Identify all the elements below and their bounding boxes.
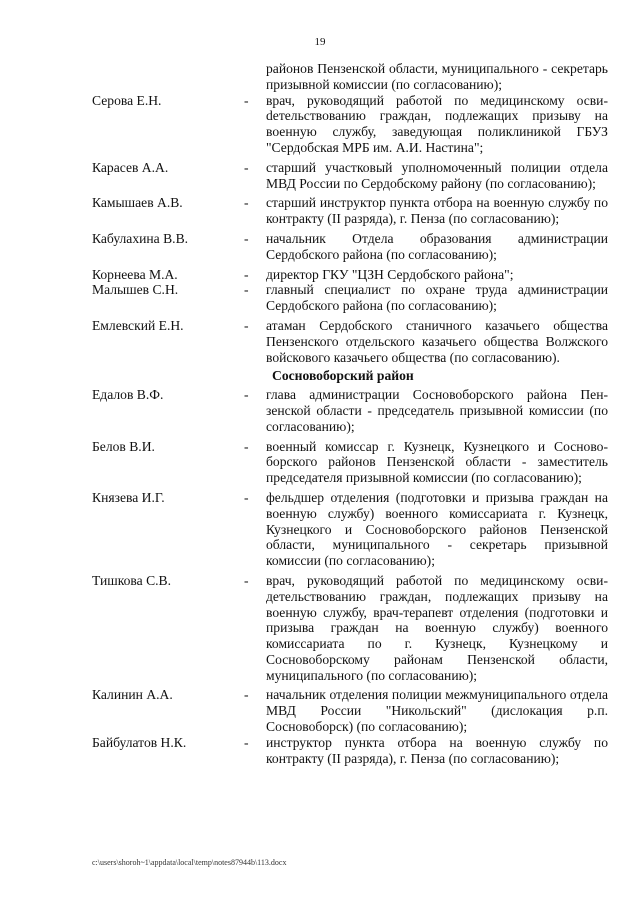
entry-malyshev <box>92 282 608 314</box>
page-number: 19 <box>314 36 326 48</box>
entry-dash: - <box>244 266 249 282</box>
entry-name: Калинин А.А. <box>92 687 173 703</box>
entry-name: Емлевский Е.Н. <box>92 317 184 333</box>
entry-belov <box>92 439 608 486</box>
entry-tishkova <box>92 573 608 684</box>
entry-name: Князева И.Г. <box>92 489 165 505</box>
entry-name: Серова Е.Н. <box>92 92 162 108</box>
entry-role: старший участковый уполномоченный полиции отдела МВД России по Сердобскому району (по согласованию); <box>266 159 608 191</box>
entry-role: врач, руководящий работой по медицинскому освиdетельствованию граждан, подлежащих призыву на военную службу, заведующая поликлиникой ГБУЗ "Сердобская МРБ им. А.И. Настина"; <box>266 92 608 155</box>
entry-kalinin <box>92 687 608 734</box>
entry-karasev <box>92 160 608 192</box>
entry-dash: - <box>244 317 249 333</box>
entry-knyazeva <box>92 490 608 569</box>
section-heading: Сосновоборский район <box>272 368 414 384</box>
entry-dash: - <box>244 572 249 588</box>
entry-emlevsky <box>92 318 608 365</box>
entry-dash: - <box>244 92 249 108</box>
footer-file-path: c:\users\shoroh~1\appdata\local\temp\notes87944b\113.docx <box>92 858 287 867</box>
entry-role: начальник отделения полиции межмуниципального отдела МВД России "Никольский" (дислокация р.п. Сосновоборск) (по согласованию); <box>266 687 608 735</box>
entry-kamyshaev <box>92 195 608 227</box>
entry-role: глава администрации Сосновоборского района Пензенской области - председатель призывной комиссии (по согласованию); <box>266 387 608 434</box>
entry-dash: - <box>244 195 249 211</box>
entry-edalov <box>92 387 608 434</box>
entry-name: Малышев С.Н. <box>92 282 179 298</box>
entry-name: Тишкова С.В. <box>92 572 172 588</box>
entry-name: Камышаев А.В. <box>92 195 183 211</box>
entry-name: Белов В.И. <box>92 438 155 454</box>
entry-role: старший инструктор пункта отбора на военную службу по контракту (II разряда), г. Пенза (по согласованию); <box>266 195 608 227</box>
entry-kabulakhina <box>92 231 608 263</box>
entry-name: Байбулатов Н.К. <box>92 734 187 750</box>
entry-name: Корнеева М.А. <box>92 266 178 282</box>
entry-role: районов Пензенской области, муниципального - секретарь призывной комиссии (по согласованию); <box>266 61 608 92</box>
entry-korneeva <box>92 267 608 283</box>
entry-role: врач, руководящий работой по медицинскому освидетельствованию граждан, подлежащих призыву на военную службу, врач-терапевт отделения (подготовки и призыва граждан на военную службу) военного комиссариата по г. Кузнецк, Кузнецкому и Сосновоборскому районам Пензенской области, муниципального (по согласованию); <box>266 572 608 683</box>
entry-role: атаман Сердобского станичного казачьего общества Пензенского отдельского казачьего общества Волжского войскового казачьего общества (по согласованию). <box>266 317 608 365</box>
entry-dash: - <box>244 489 249 505</box>
entry-name: Карасев А.А. <box>92 159 169 175</box>
entry-role: директор ГКУ "ЦЗН Сердобского района"; <box>266 266 514 282</box>
entry-dash: - <box>244 438 249 454</box>
entry-role: начальник Отдела образования администрации Сердобского района (по согласованию); <box>266 230 608 262</box>
entry-dash: - <box>244 159 249 175</box>
entry-dash: - <box>244 687 249 703</box>
entry-role: военный комиссар г. Кузнецк, Кузнецкого и Сосновоборского районов Пензенской области - заместитель председателя призывной комиссии (по согласованию); <box>266 438 608 486</box>
entry-role: фельдшер отделения (подготовки и призыва граждан на военную службу) военного комиссариата г. Кузнецк, Кузнецкого и Сосновоборского районов Пензенской области, муниципального - секретарь призывной комиссии (по согласованию); <box>266 489 608 569</box>
entry-dash: - <box>244 230 249 246</box>
entry-baibulatov <box>92 735 608 767</box>
entry-dash: - <box>244 734 249 750</box>
document-body <box>92 61 608 766</box>
entry-role: инструктор пункта отбора на военную службу по контракту (II разряда), г. Пенза (по согласованию); <box>266 734 608 766</box>
entry-dash: - <box>244 387 249 403</box>
entry-name: Кабулахина В.В. <box>92 230 189 246</box>
entry-name: Едалов В.Ф. <box>92 387 164 403</box>
entry-role: главный специалист по охране труда администрации Сердобского района (по согласованию); <box>266 282 608 314</box>
entry-serova <box>92 93 608 156</box>
entry-dash: - <box>244 282 249 298</box>
continuation-entry <box>92 61 608 93</box>
